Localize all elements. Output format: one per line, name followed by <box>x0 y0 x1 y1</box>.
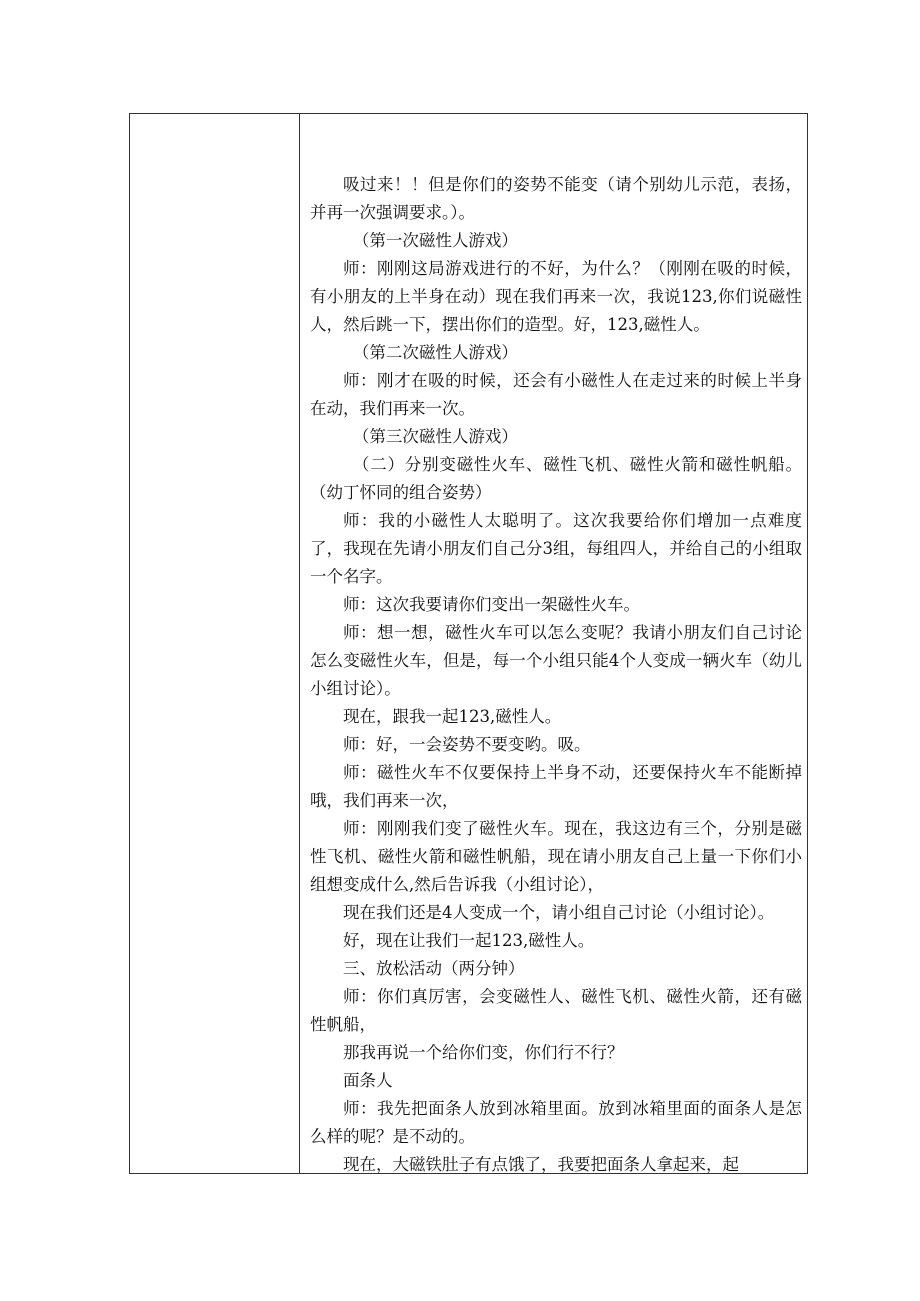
paragraph: 现在我们还是4人变成一个，请小组自己讨论（小组讨论）。 <box>343 903 775 922</box>
paragraph: （第三次磁性人游戏） <box>352 427 518 446</box>
paragraph: 三、放松活动（两分钟） <box>343 959 525 978</box>
table-left-cell <box>130 114 299 1173</box>
paragraph: 师：刚才在吸的时候，还会有小磁性人在走过来的时候上半身在动，我们再来一次。 <box>310 371 802 418</box>
paragraph: 师：刚刚这局游戏进行的不好，为什么？（刚刚在吸的时候，有小朋友的上半身在动）现在我们再来一次，我说123,你们说磁性人，然后跳一下，摆出你们的造型。好，123,磁性人。 <box>310 259 802 334</box>
paragraph: （第二次磁性人游戏） <box>352 343 518 362</box>
paragraph: 师：这次我要请你们变出一架磁性火车。 <box>343 595 640 614</box>
paragraph: 现在，跟我一起123,磁性人。 <box>343 707 562 726</box>
paragraph: 师：想一想，磁性火车可以怎么变呢？我请小朋友们自己讨论怎么变磁性火车，但是，每一个小组只能4个人变成一辆火车（幼儿小组讨论）。 <box>310 623 802 698</box>
paragraph: 那我再说一个给你们变，你们行不行？ <box>343 1043 624 1062</box>
paragraph: 师：我先把面条人放到冰箱里面。放到冰箱里面的面条人是怎么样的呢？是不动的。 <box>310 1099 802 1146</box>
table-right-cell <box>310 171 802 1179</box>
paragraph: 师：磁性火车不仅要保持上半身不动，还要保持火车不能断掉哦，我们再来一次， <box>310 763 802 810</box>
paragraph: 面条人 <box>343 1071 393 1090</box>
paragraph: 吸过来！！但是你们的姿势不能变（请个别幼儿示范，表扬，并再一次强调要求。）。 <box>310 175 802 222</box>
paragraph: （第一次磁性人游戏） <box>352 231 518 250</box>
column-divider <box>299 114 300 1173</box>
lesson-table <box>129 113 808 1174</box>
paragraph: 现在，大磁铁肚子有点饿了，我要把面条人拿起来，起 <box>343 1155 739 1174</box>
paragraph: 好，现在让我们一起123,磁性人。 <box>343 931 595 950</box>
paragraph: 师：刚刚我们变了磁性火车。现在，我这边有三个，分别是磁性飞机、磁性火箭和磁性帆船，现在请小朋友自己上量一下你们小组想变成什么,然后告诉我（小组讨论）， <box>310 819 802 894</box>
paragraph: （二）分别变磁性火车、磁性飞机、磁性火箭和磁性帆船。（幼丁怀同的组合姿势） <box>310 455 802 502</box>
paragraph: 师：我的小磁性人太聪明了。这次我要给你们增加一点难度了，我现在先请小朋友们自己分3组，每组四人，并给自己的小组取一个名字。 <box>310 511 802 586</box>
paragraph: 师：好，一会姿势不要变哟。吸。 <box>343 735 591 754</box>
paragraph: 师：你们真厉害，会变磁性人、磁性飞机、磁性火箭，还有磁性帆船， <box>310 987 802 1034</box>
